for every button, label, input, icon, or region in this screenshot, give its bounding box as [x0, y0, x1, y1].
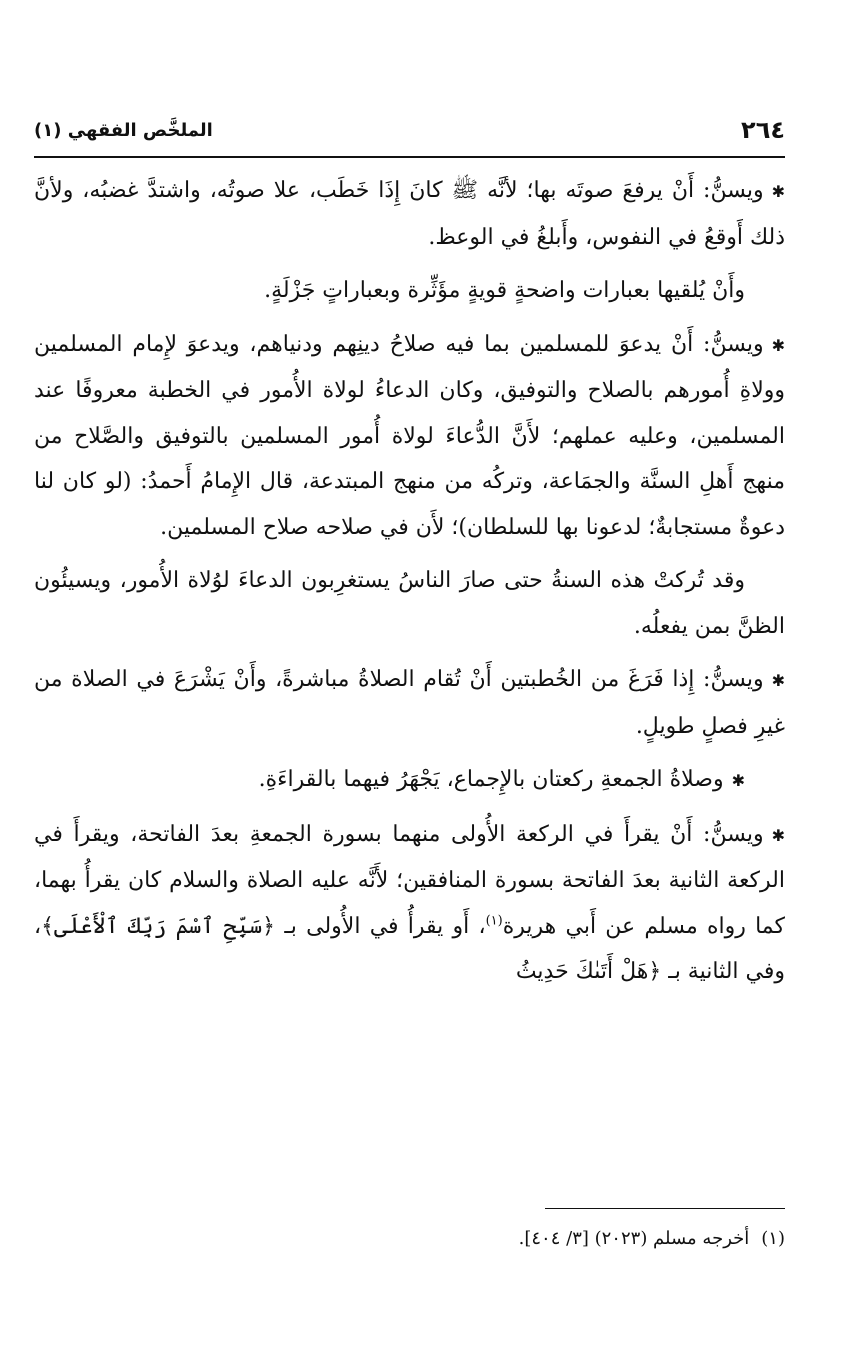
star-bullet-icon: ✱	[771, 825, 785, 845]
paragraph-text-continued: ، وفي الثانية بـ	[34, 913, 785, 984]
page-number: ٢٦٤	[741, 116, 785, 144]
paragraph-text-continued: ، أَو يقرأُ في الأُولى بـ	[284, 913, 486, 939]
paragraph-text: وصلاةُ الجمعةِ ركعتان بالإِجماع، يَجْهَرُ فيهما بالقراءَةِ.	[258, 767, 724, 792]
paragraph-recitation	[34, 812, 785, 995]
paragraph-prayer-immediately	[34, 657, 785, 749]
paragraph-two-rakahs	[34, 757, 785, 804]
paragraph-text: ويسنُّ: أَنْ يقرأَ في الركعة الأُولى منهما بسورة الجمعةِ بعدَ الفاتحة، ويقرأَ في الركعة الثانية بعدَ الفاتحة بسورة المنافقين؛ لأَنَّه عليه الصلاة والسلام كان يقرأُ بهما، كما رواه مسلم عن أَبي هريرة	[34, 821, 786, 939]
footnote-reference: (١)	[485, 913, 503, 929]
body-text	[34, 168, 785, 1003]
star-bullet-icon: ✱	[771, 671, 785, 690]
footnote-rule	[545, 1208, 785, 1209]
star-bullet-icon: ✱	[771, 335, 785, 355]
running-title: الملخَّص الفقهي (١)	[34, 120, 213, 141]
footnote-number: (١)	[761, 1228, 785, 1249]
footnote-text: أخرجه مسلم (٢٠٢٣) [٣/ ٤٠٤].	[518, 1228, 750, 1249]
paragraph-text: ويسنُّ: إِذا فَرَغَ من الخُطبتين أَنْ تُقام الصلاةُ مباشرةً، وأَنْ يَشْرَعَ في الصلاة من غيرِ فصلٍ طويلٍ.	[34, 667, 785, 739]
star-bullet-icon: ✱	[771, 182, 785, 201]
paragraph-text: وقد تُركتْ هذه السنةُ حتى صارَ الناسُ يستغرِبون الدعاءَ لوُلاة الأُمور، ويسيئُون الظنَّ بمن يفعلُه.	[34, 568, 785, 639]
star-bullet-icon: ✱	[731, 771, 745, 790]
paragraph-text: وأَنْ يُلقيها بعبارات واضحةٍ قويةٍ مؤَثِّرة وبعباراتٍ جَزْلَةٍ.	[264, 278, 745, 303]
page-header	[34, 112, 785, 158]
quran-verse-al-ghashiyah: ﴿هَلْ أَتَىٰكَ حَدِيثُ	[515, 959, 662, 984]
header-rule	[34, 156, 785, 158]
paragraph-abandoned-sunnah	[34, 558, 785, 649]
paragraph-raise-voice	[34, 168, 785, 260]
paragraph-supplication	[34, 322, 785, 551]
quran-verse-al-ala: ﴿سَبِّحِ ٱسْمَ رَبِّكَ ٱلْأَعْلَى﴾	[41, 913, 276, 939]
paragraph-text: ويسنُّ: أَنْ يدعوَ للمسلمين بما فيه صلاحُ دينِهم ودنياهم، ويدعوَ لإِمام المسلمين وولاةِ أُمورهم بالصلاح والتوفيق، وكان الدعاءُ لولاة الأُمور في الخطبة معروفًا عند المسلمين، وعليه عملهم؛ لأَنَّ الدُّعاءَ لولاة أُمور المسلمين بالتوفيق والصَّلاح من منهج أَهلِ السنَّة والجمَاعة، وتركُه من منهج المبتدعة، قال الإِمامُ أَحمدُ: (لو كان لنا دعوةٌ مستجابةٌ؛ لدعونا بها للسلطان)؛ لأَن في صلاحه صلاح المسلمين.	[34, 331, 785, 540]
paragraph-text: ويسنُّ: أَنْ يرفعَ صوتَه بها؛ لأنَّه ﷺ كانَ إِذَا خَطَب، علا صوتُه، واشتدَّ غضبُه، ولأنَّ ذلك أَوقعُ في النفوس، وأَبلغُ في الوعظ.	[34, 178, 785, 250]
footnote	[34, 1224, 785, 1254]
paragraph-clear-words	[34, 268, 785, 314]
